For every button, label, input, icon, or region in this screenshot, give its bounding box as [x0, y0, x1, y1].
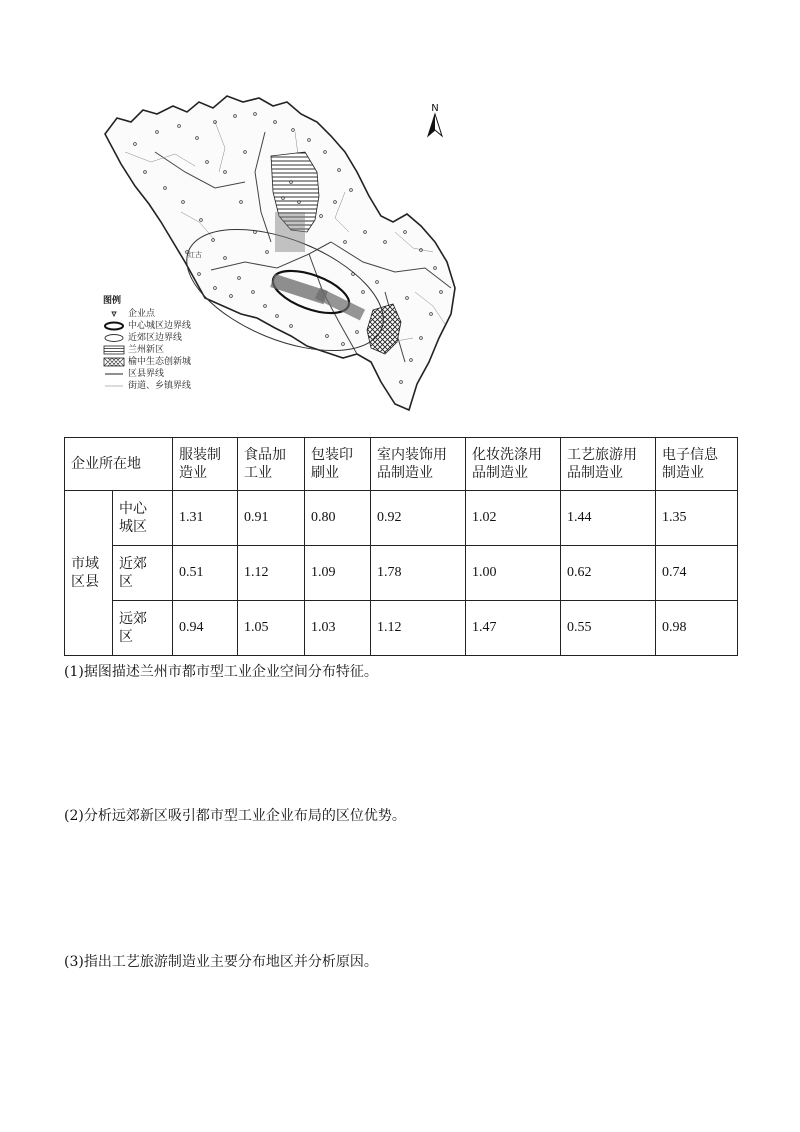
region-label: 远郊 区 — [113, 601, 173, 656]
table-row — [65, 491, 738, 546]
enterprise-point-icon — [103, 309, 125, 319]
thick-ellipse-icon — [103, 321, 125, 331]
table-row — [65, 601, 738, 656]
table-cell: 0.92 — [371, 491, 466, 546]
north-label: N — [431, 103, 439, 114]
column-header: 服装制 造业 — [173, 438, 238, 491]
question-2: (2)分析远郊新区吸引都市型工业企业布局的区位优势。 — [64, 808, 406, 824]
table-cell: 0.91 — [238, 491, 305, 546]
table-cell: 1.31 — [173, 491, 238, 546]
legend-item-county-line: 区县界线 — [103, 368, 233, 380]
north-arrow-icon — [420, 100, 450, 150]
corner-header: 企业所在地 — [65, 438, 173, 491]
legend-item-enterprise: 企业点 — [103, 308, 233, 320]
table-cell: 1.00 — [466, 546, 561, 601]
township-line-icon — [103, 381, 125, 391]
region-label: 近郊 区 — [113, 546, 173, 601]
table-cell: 0.51 — [173, 546, 238, 601]
column-header: 化妆洗涤用 品制造业 — [466, 438, 561, 491]
column-header: 室内装饰用 品制造业 — [371, 438, 466, 491]
table-cell: 1.12 — [371, 601, 466, 656]
county-line-icon — [103, 369, 125, 379]
map-legend — [103, 295, 233, 392]
column-header: 食品加 工业 — [238, 438, 305, 491]
question-3: (3)指出工艺旅游制造业主要分布地区并分析原因。 — [64, 954, 378, 970]
legend-item-central-boundary: 中心城区边界线 — [103, 320, 233, 332]
table-cell: 0.94 — [173, 601, 238, 656]
cross-hatch-icon — [103, 357, 125, 367]
table-cell: 0.74 — [656, 546, 738, 601]
region-label: 中心 城区 — [113, 491, 173, 546]
table-cell: 1.78 — [371, 546, 466, 601]
table-cell: 1.47 — [466, 601, 561, 656]
column-header: 包装印 刷业 — [305, 438, 371, 491]
table-cell: 1.44 — [561, 491, 656, 546]
table-cell: 0.98 — [656, 601, 738, 656]
table-cell: 1.12 — [238, 546, 305, 601]
table-cell: 1.03 — [305, 601, 371, 656]
industry-location-quotient-table — [64, 437, 738, 656]
table-cell: 1.02 — [466, 491, 561, 546]
group-label: 市域 区县 — [65, 491, 113, 656]
question-1: (1)据图描述兰州市都市型工业企业空间分布特征。 — [64, 664, 378, 680]
place-label: 红古 — [188, 251, 202, 259]
table-cell: 1.09 — [305, 546, 371, 601]
table-header-row — [65, 438, 738, 491]
legend-item-eco-city: 榆中生态创新城 — [103, 356, 233, 368]
legend-title: 图例 — [103, 296, 122, 306]
legend-item-township-line: 街道、乡镇界线 — [103, 380, 233, 392]
column-header: 电子信息 制造业 — [656, 438, 738, 491]
legend-item-new-area: 兰州新区 — [103, 344, 233, 356]
table-cell: 0.55 — [561, 601, 656, 656]
table-cell: 1.35 — [656, 491, 738, 546]
thin-ellipse-icon — [103, 333, 125, 343]
legend-item-suburban-boundary: 近郊区边界线 — [103, 332, 233, 344]
table-row — [65, 546, 738, 601]
table-cell: 0.62 — [561, 546, 656, 601]
table-cell: 0.80 — [305, 491, 371, 546]
table-cell: 1.05 — [238, 601, 305, 656]
horizontal-hatch-icon — [103, 345, 125, 355]
column-header: 工艺旅游用 品制造业 — [561, 438, 656, 491]
